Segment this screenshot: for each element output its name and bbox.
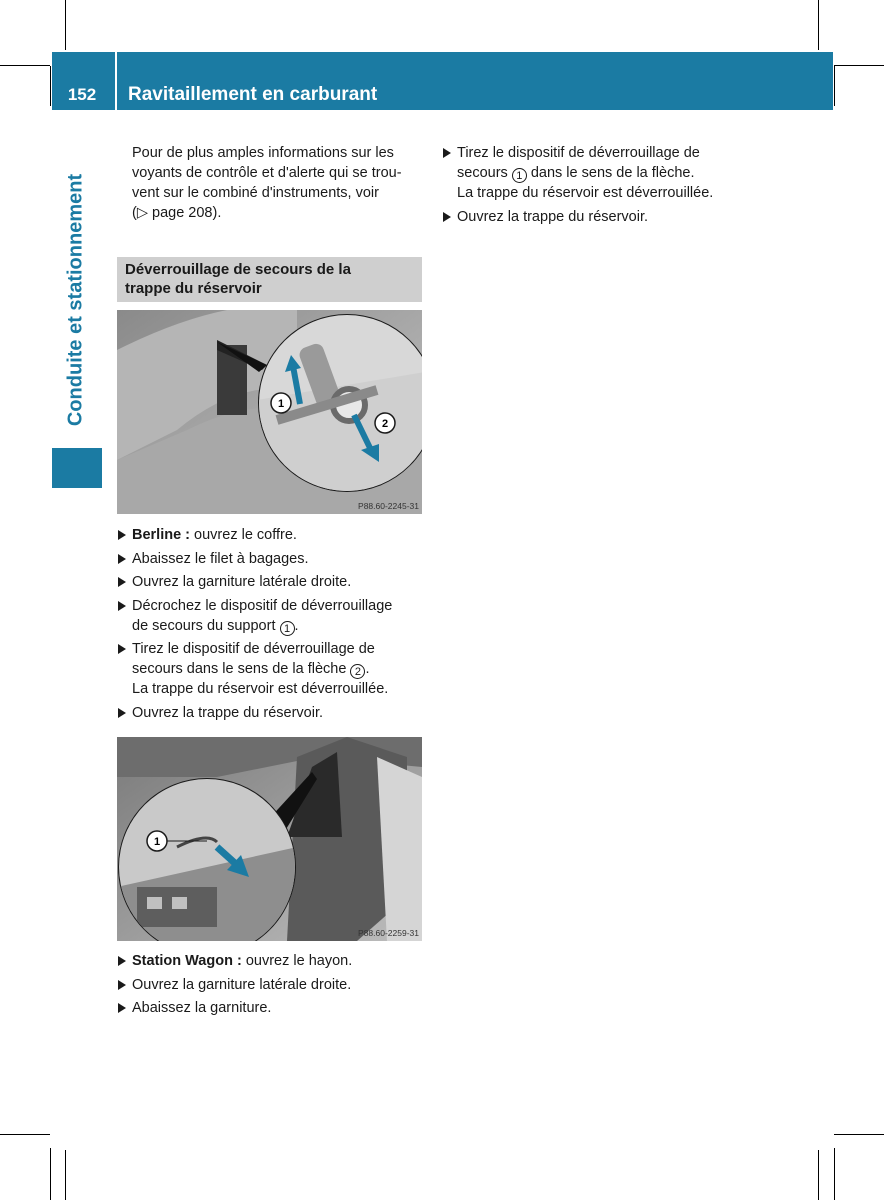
crop-mark: [834, 66, 835, 106]
intro-line: voyants de contrôle et d'alerte qui se trou-: [132, 165, 402, 181]
step-item: [117, 596, 422, 636]
step-text: .: [365, 661, 370, 677]
callout-1: 1: [153, 836, 161, 848]
step-bold: Berline :: [132, 527, 191, 543]
step-result: La trappe du réservoir est déverrouillée.: [132, 681, 389, 697]
crop-mark: [834, 65, 884, 66]
figure-wagon-trunk: [117, 737, 422, 941]
figure-sedan-trunk: [117, 310, 422, 514]
bullet-arrow-icon: [443, 148, 451, 158]
step-text: Abaissez le filet à bagages.: [132, 550, 309, 567]
figure-code: P88.60-2245-31: [358, 501, 419, 511]
intro-line: (▷ page 208).: [132, 205, 222, 221]
steps-right-column: [442, 143, 772, 230]
bullet-arrow-icon: [118, 1003, 126, 1013]
bullet-arrow-icon: [118, 644, 126, 654]
crop-mark: [65, 0, 66, 50]
step-item: [117, 703, 422, 723]
callout-2: 2: [381, 418, 389, 430]
bullet-arrow-icon: [118, 554, 126, 564]
step-text: ouvrez le hayon.: [241, 953, 353, 969]
step-text: Ouvrez la garniture latérale droite.: [132, 574, 352, 590]
crop-mark: [50, 66, 51, 106]
intro-line: Pour de plus amples informations sur les: [132, 145, 394, 161]
page-number: 152: [67, 85, 97, 104]
crop-mark: [0, 1134, 50, 1135]
step-item: [117, 998, 422, 1018]
bullet-arrow-icon: [118, 956, 126, 966]
figure-code: P88.60-2259-31: [358, 928, 419, 938]
step-text: .: [294, 617, 299, 634]
bullet-arrow-icon: [118, 530, 126, 540]
callout-ref: 1: [280, 621, 295, 636]
bullet-arrow-icon: [118, 577, 126, 587]
step-item: [117, 951, 422, 971]
step-text: ouvrez le coffre.: [190, 527, 297, 543]
chapter-tab: [52, 448, 102, 488]
step-item: [117, 549, 422, 569]
figure-wagon-illustration: [117, 737, 422, 941]
section-heading-line: Déverrouillage de secours de la: [125, 261, 351, 278]
callout-ref: 2: [350, 664, 365, 679]
step-text: de secours du support: [132, 617, 280, 634]
step-text: dans le sens de la flèche.: [526, 165, 695, 181]
bullet-arrow-icon: [118, 980, 126, 990]
chapter-label: Conduite et stationnement: [64, 173, 87, 427]
step-item: [117, 572, 422, 592]
intro-line: vent sur le combiné d'instruments, voir: [132, 185, 379, 201]
step-text: Abaissez la garniture.: [132, 1000, 272, 1016]
step-text: secours: [457, 165, 512, 181]
step-item: [117, 639, 422, 699]
step-text: Ouvrez la trappe du réservoir.: [132, 704, 324, 721]
crop-mark: [818, 1150, 819, 1200]
bullet-arrow-icon: [118, 601, 126, 611]
bullet-arrow-icon: [118, 708, 126, 718]
callout-ref: 1: [512, 168, 527, 183]
figure-sedan-illustration: [117, 310, 422, 514]
steps-wagon: [117, 951, 422, 1022]
step-result: La trappe du réservoir est déverrouillée.: [457, 185, 714, 201]
intro-paragraph: [132, 143, 432, 223]
step-text: Tirez le dispositif de déverrouillage de: [457, 145, 700, 161]
callout-1: 1: [277, 398, 285, 410]
step-text: Décrochez le dispositif de déverrouillage: [132, 597, 393, 614]
crop-mark: [50, 1148, 51, 1200]
section-heading: [117, 257, 422, 302]
step-item: [117, 525, 422, 545]
crop-mark: [0, 65, 50, 66]
crop-mark: [818, 0, 819, 50]
crop-mark: [834, 1148, 835, 1200]
section-heading-line: trappe du réservoir: [125, 280, 262, 297]
bullet-arrow-icon: [443, 212, 451, 222]
step-item: [117, 975, 422, 995]
page-title: Ravitaillement en carburant: [128, 84, 378, 105]
steps-sedan: [117, 525, 422, 726]
crop-mark: [834, 1134, 884, 1135]
step-item: [442, 207, 772, 227]
step-text: secours dans le sens de la flèche: [132, 661, 351, 677]
step-bold: Station Wagon :: [132, 953, 242, 969]
step-item: [442, 143, 772, 203]
crop-mark: [65, 1150, 66, 1200]
step-text: Tirez le dispositif de déverrouillage de: [132, 641, 375, 657]
step-text: Ouvrez la garniture latérale droite.: [132, 976, 352, 993]
step-text: Ouvrez la trappe du réservoir.: [457, 208, 649, 225]
